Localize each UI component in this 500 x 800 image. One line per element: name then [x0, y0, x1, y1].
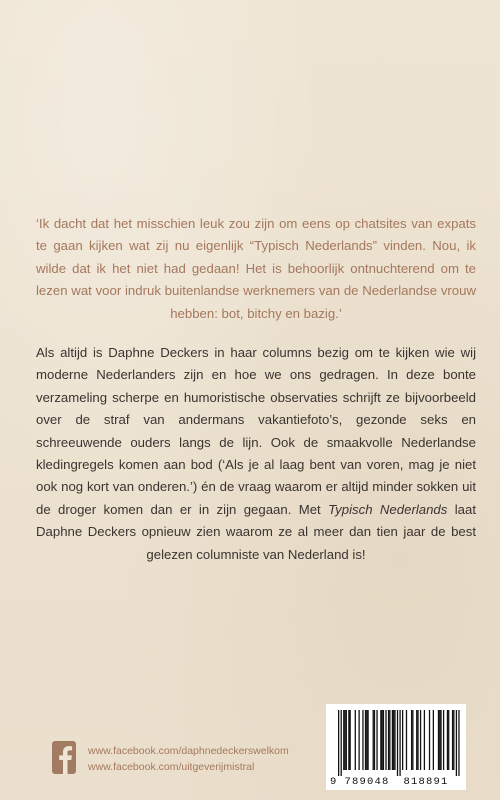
barcode-bar — [344, 710, 345, 770]
book-title: Typisch Nederlands — [328, 501, 448, 517]
barcode-bar — [429, 710, 430, 770]
barcode-bar — [343, 710, 344, 770]
barcode-bar — [456, 710, 457, 776]
barcode-bar — [448, 710, 449, 770]
barcode-bar — [443, 710, 444, 770]
barcode-bar — [433, 710, 434, 770]
barcode-bar — [424, 710, 425, 770]
social-links — [52, 741, 352, 777]
barcode-bar — [393, 710, 394, 770]
barcode-bar — [402, 710, 403, 770]
barcode-bar — [440, 710, 441, 770]
barcode-bar — [383, 710, 384, 770]
barcode-bar — [358, 710, 359, 770]
cover-quote: ‘Ik dacht dat het misschien leuk zou zijn om eens op chatsites van expats te gaan kijken wat zij nu eigenlijk “Typisch Nederlands” vinden. Nou, ik wilde dat ik het niet had gedaan! Het is behoorlijk ontnuchterend om te lezen wat voor indruk buitenlandse werknemers van de Nederlandse vrouw hebben: bot, bitchy en bazig.’ — [36, 216, 476, 321]
barcode-bar — [341, 710, 342, 776]
cover-blurb — [36, 342, 476, 566]
barcode-bar — [416, 710, 417, 770]
barcode-bar — [388, 710, 389, 770]
barcode-first-digit: 9 — [330, 776, 337, 788]
barcode-bar — [350, 710, 351, 770]
barcode-bar — [365, 710, 366, 770]
barcode-bar — [453, 710, 454, 770]
barcode-bar — [385, 710, 386, 770]
facebook-icon — [52, 741, 76, 774]
barcode-bar — [412, 710, 413, 770]
barcode-bar — [374, 710, 375, 770]
barcode-bar — [406, 710, 407, 770]
barcode-bar — [397, 710, 398, 776]
blurb-text-part1: Als altijd is Daphne Deckers in haar columns bezig om te kijken wie wij moderne Nederlanders zijn en hoe we ons gedragen. In deze bonte verzameling scherpe en humoristische observaties schrijft ze bijvoorbeeld over de straf van andermans vakantiefoto’s, gezonde seks en schreeuwende ouders langs de lijn. Ook de smaakvolle Nederlandse kledingregels komen aan bod (‘Als je al laag bent van voren, mag je niet ook nog kort van onderen.’) én de vraag waarom er altijd minder sokken uit de droger komen dan er in zijn gegaan. Met — [36, 345, 476, 517]
barcode-bar — [380, 710, 381, 770]
barcode-bar — [458, 710, 459, 776]
barcode-bar — [420, 710, 421, 770]
barcode-bar — [394, 710, 395, 770]
facebook-links — [88, 744, 289, 775]
blurb-text-part2: laat Daphne Deckers opnieuw zien waarom ze al meer dan tien jaar de best gelezen columniste van Nederland is! — [36, 501, 476, 562]
barcode-bar — [355, 710, 356, 770]
facebook-link-publisher[interactable]: www.facebook.com/uitgeverijmistral — [88, 760, 255, 773]
barcode-bar — [382, 710, 383, 770]
barcode-bars — [338, 710, 460, 776]
isbn-barcode — [326, 704, 466, 790]
barcode-bar — [447, 710, 448, 770]
barcode-bar — [362, 710, 363, 770]
barcode-bar — [348, 710, 349, 770]
barcode-group2: 818891 — [403, 776, 449, 788]
barcode-bar — [376, 710, 377, 770]
barcode-bar — [338, 710, 339, 776]
facebook-link-author[interactable]: www.facebook.com/daphnedeckerswelkom — [88, 745, 289, 757]
barcode-bar — [417, 710, 418, 770]
barcode-bar — [389, 710, 390, 770]
barcode-bar — [439, 710, 440, 770]
barcode-bar — [452, 710, 453, 770]
barcode-group1: 789048 — [344, 776, 390, 788]
barcode-bar — [399, 710, 400, 776]
barcode-bar — [411, 710, 412, 770]
barcode-bar — [367, 710, 368, 770]
barcode-bar — [346, 710, 347, 770]
barcode-bar — [373, 710, 374, 770]
barcode-bar — [392, 710, 393, 770]
barcode-bar — [438, 710, 439, 770]
barcode-bar — [366, 710, 367, 770]
barcode-graphic — [326, 704, 466, 790]
